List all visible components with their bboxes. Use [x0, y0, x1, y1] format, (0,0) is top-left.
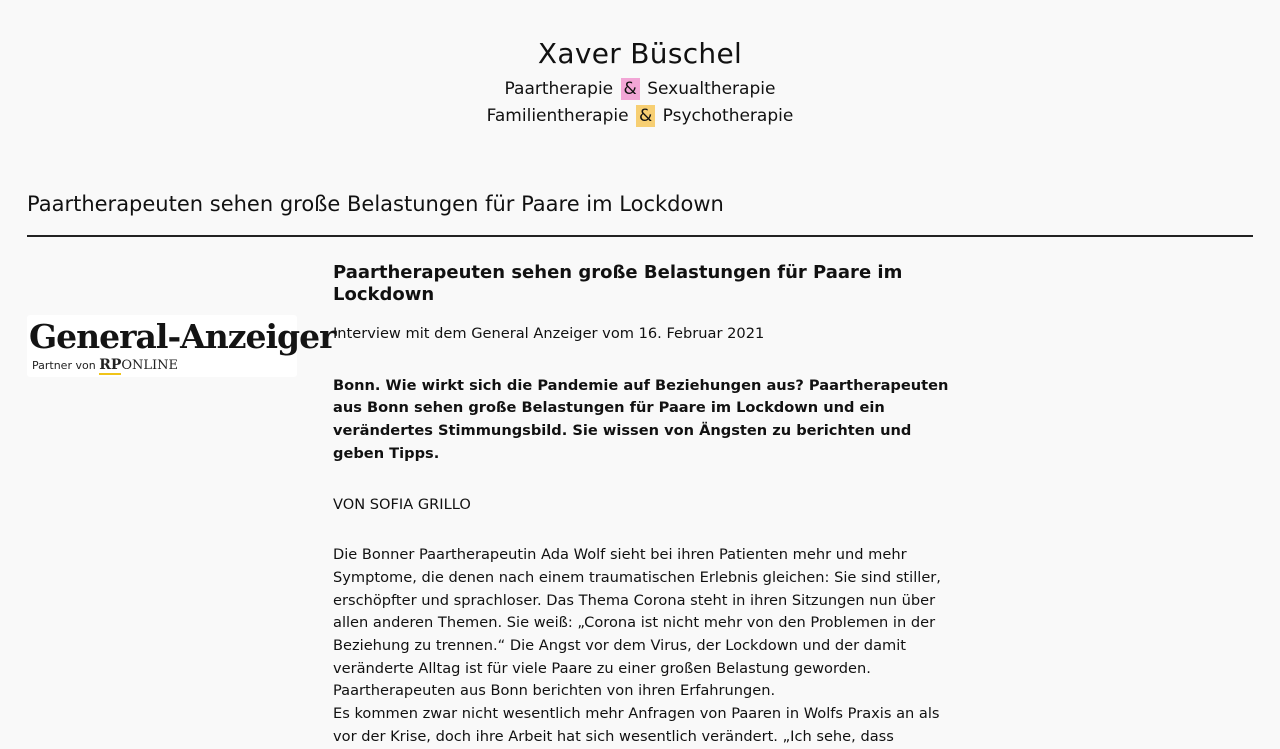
logo-online-mark: ONLINE: [121, 358, 179, 373]
page-title: Paartherapeuten sehen große Belastungen für Paare im Lockdown: [27, 192, 724, 216]
ampersand-badge: &: [621, 78, 640, 100]
site-name[interactable]: Xaver Büschel: [537, 37, 743, 70]
general-anzeiger-logo: [27, 315, 336, 377]
tagline-item-paartherapie: Paartherapie: [504, 79, 614, 99]
logo-wordmark: General-Anzeiger: [29, 317, 336, 356]
article-author: VON SOFIA GRILLO: [333, 495, 471, 513]
article-subline: Interview mit dem General Anzeiger vom 16. Februar 2021: [333, 325, 765, 342]
article-paragraph: Es kommen zwar nicht wesentlich mehr Anfragen von Paaren in Wolfs Praxis an als vor der Krise, doch ihre Arbeit hat sich wesentlich verändert. „Ich sehe, dass: [333, 705, 940, 745]
article-paragraph: Die Bonner Paartherapeutin Ada Wolf sieht bei ihren Patienten mehr und mehr Symptome, die denen nach einem traumatischen Erlebnis gleichen: Sie sind stiller, erschöpfter und sprachloser. Das Thema Corona steht in ihren Sitzungen nun über allen anderen Themen. Sie weiß: „Corona ist nicht mehr von den Problemen in der Beziehung zu trennen.“ Die Angst vor dem Virus, der Lockdown und der damit veränderte Alltag ist für viele Paare zu einer großen Belastung geworden. Paartherapeuten aus Bonn berichten von ihren Erfahrungen.: [333, 546, 941, 700]
tagline-item-familientherapie: Familientherapie: [486, 106, 629, 126]
title-divider: [27, 235, 1253, 237]
logo-partner-text: Partner von: [32, 359, 96, 372]
ampersand-badge: &: [636, 105, 655, 127]
tagline-item-psychotherapie: Psychotherapie: [662, 106, 794, 126]
tagline-couples-sex-therapy: [0, 78, 1280, 100]
logo-partner-line: [32, 357, 178, 373]
article-title: Paartherapeuten sehen große Belastungen für Paare im Lockdown: [333, 262, 903, 305]
tagline-item-sexualtherapie: Sexualtherapie: [647, 79, 776, 99]
article-lead: Bonn. Wie wirkt sich die Pandemie auf Beziehungen aus? Paartherapeuten aus Bonn sehen große Belastungen für Paare im Lockdown und ein verändertes Stimmungsbild. Sie wissen von Ängsten zu berichten und geben Tipps.: [333, 376, 949, 462]
tagline-family-psychotherapy: [0, 105, 1280, 127]
logo-rp-mark: RP: [99, 357, 122, 373]
article: [333, 262, 953, 749]
